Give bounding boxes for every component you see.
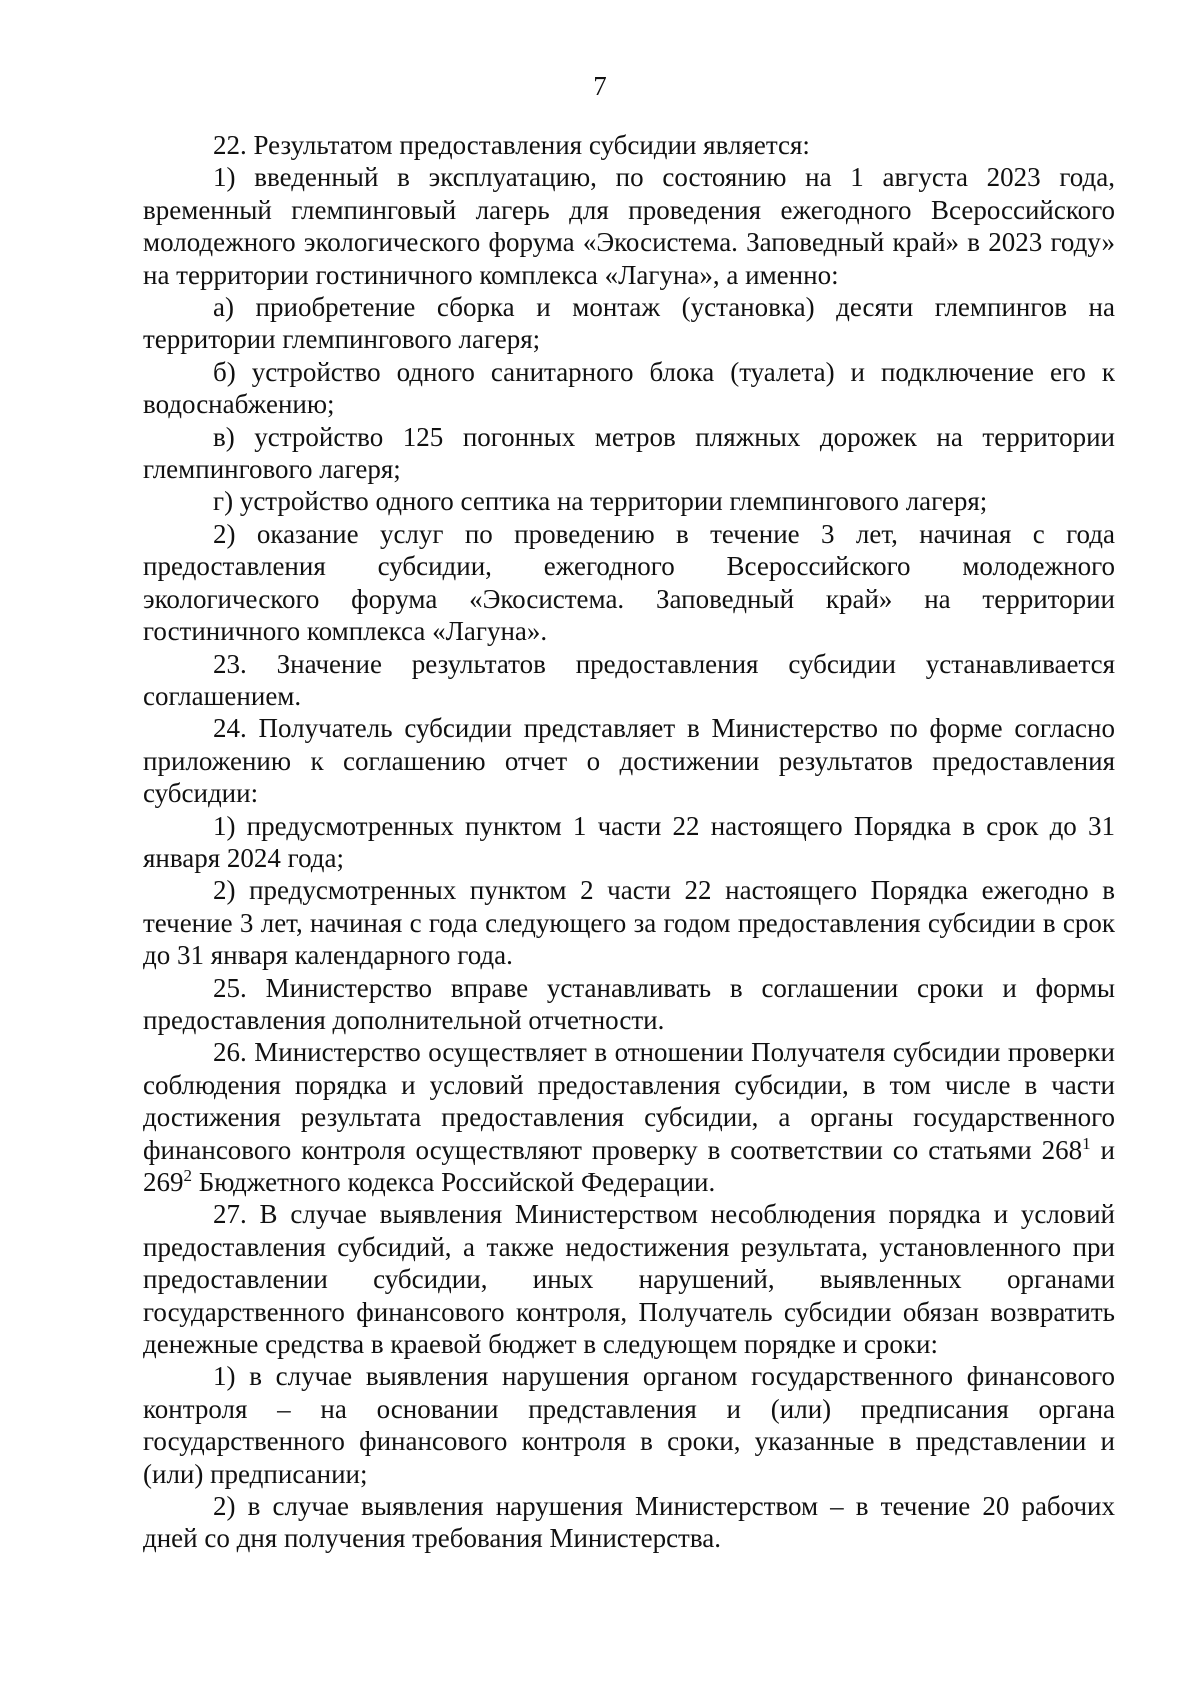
page-number: 7 [593, 71, 607, 101]
paragraph-26 [143, 1036, 1115, 1198]
paragraph-24-item-1: 1) предусмотренных пунктом 1 части 22 настоящего Порядка в срок до 31 января 2024 года; [143, 810, 1115, 873]
paragraph-22-item-1-b: б) устройство одного санитарного блока (туалета) и подключение его к водоснабжению; [143, 356, 1115, 420]
paragraph-24-item-2: 2) предусмотренных пунктом 2 части 22 настоящего Порядка ежегодно в течение 3 лет, начиная с года следующего за годом предоставления субсидии в срок до 31 января календарного года. [143, 875, 1115, 971]
paragraph-26-text-a: 26. Министерство осуществляет в отношении Получателя субсидии проверки соблюдения порядка и условий предоставления субсидии, в том числе в части достижения результата предоставления субсидии, а органы государственного финансового контроля осуществляют проверку в соответствии со статьями 268 [143, 1037, 1115, 1165]
superscript-2: 2 [183, 1166, 192, 1185]
paragraph-23: 23. Значение результатов предоставления субсидии устанавливается соглашением. [143, 648, 1115, 711]
paragraph-22-item-1-a: а) приобретение сборка и монтаж (установка) десяти глемпингов на территории глемпингового лагеря; [143, 292, 1115, 355]
document-body [143, 129, 1115, 1555]
paragraph-22-item-2: 2) оказание услуг по проведению в течение 3 лет, начиная с года предоставления субсидии, ежегодного Всероссийского молодежного экологического форума «Экосистема. Заповедный край» на территории гостиничного комплекса «Лагуна». [143, 518, 1115, 647]
paragraph-22-item-1-g: г) устройство одного септика на территории глемпингового лагеря; [213, 486, 988, 517]
paragraph-22-item-1: 1) введенный в эксплуатацию, по состоянию на 1 августа 2023 года, временный глемпинговый лагерь для проведения ежегодного Всероссийского молодежного экологического форума «Экосистема. Заповедный край» в 2023 году» на территории гостиничного комплекса «Лагуна», а именно: [143, 162, 1115, 290]
paragraph-26-text-b: и 269 [143, 1134, 1115, 1197]
paragraph-26-text-c: Бюджетного кодекса Российской Федерации. [192, 1167, 716, 1197]
paragraph-25: 25. Министерство вправе устанавливать в соглашении сроки и формы предоставления дополнительной отчетности. [143, 972, 1115, 1035]
superscript-1: 1 [1082, 1133, 1091, 1153]
paragraph-27-item-1: 1) в случае выявления нарушения органом государственного финансового контроля – на основании представления и (или) предписания органа государственного финансового контроля в сроки, указанные в представлении и (или) предписании; [143, 1361, 1115, 1489]
paragraph-27: 27. В случае выявления Министерством несоблюдения порядка и условий предоставления субсидий, а также недостижения результата, установленного при предоставлении субсидии, иных нарушений, выявленных органами государственного финансового контроля, Получатель субсидии обязан возвратить денежные средства в краевой бюджет в следующем порядке и сроки: [143, 1199, 1115, 1360]
paragraph-22-item-1-v: в) устройство 125 погонных метров пляжных дорожек на территории глемпингового лагеря; [143, 421, 1115, 485]
paragraph-24: 24. Получатель субсидии представляет в Министерство по форме согласно приложению к соглашению отчет о достижении результатов предоставления субсидии: [143, 713, 1115, 809]
paragraph-27-item-2: 2) в случае выявления нарушения Министерством – в течение 20 рабочих дней со дня получения требования Министерства. [143, 1491, 1115, 1554]
paragraph-22: 22. Результатом предоставления субсидии является: [213, 130, 810, 160]
